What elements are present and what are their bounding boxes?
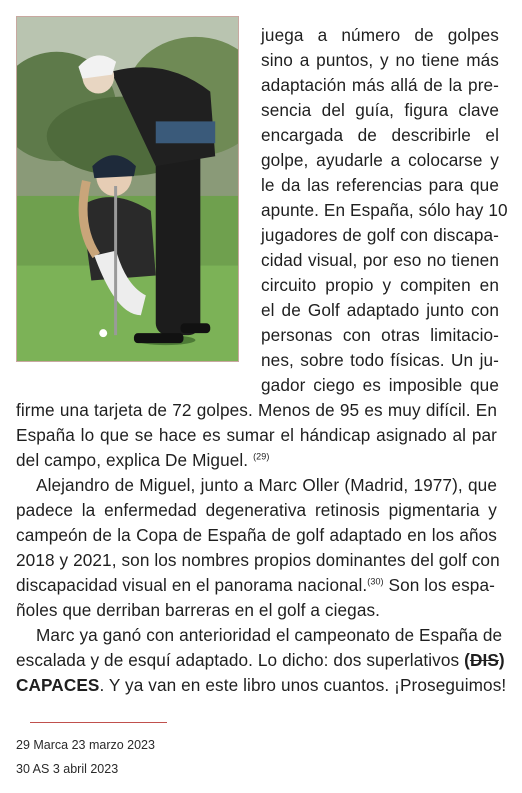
emphasis-dis: (DIS) [464,650,505,670]
footnote-30: 30 AS 3 abril 2023 [16,762,119,776]
body-line: firme una tarjeta de 72 golpes. Menos de 95 es muy difícil. En [16,400,497,420]
body-text: Alejandro de Miguel, junto a [36,475,259,495]
golf-photo-illustration [17,17,238,361]
body-line: le da las referencias para que [261,175,499,195]
body-line: ñoles que derriban barreras en el golf a ciegas. [16,600,381,620]
body-line: el de Golf adaptado junto con [261,300,499,320]
body-text: Son los espa- [383,575,495,595]
body-line: cidad visual, por eso no tienen [261,250,499,270]
emphasis-capaces: CAPACES [16,675,100,695]
body-line: encargada de describirle el [261,125,499,145]
body-line: golpe, ayudarle a colocarse y [261,150,499,170]
body-line [16,673,507,697]
body-line [16,573,497,597]
person-name: Marc Oller [258,475,340,495]
body-line: gador ciego es imposible que [261,375,499,395]
footnote-divider [30,722,167,723]
body-line: 2018 y 2021, son los nombres propios dominantes del golf con [16,550,500,570]
body-line [16,448,497,472]
body-line: campeón de la Copa de España de golf adaptado en los años [16,525,497,545]
body-text: discapacidad visual en el panorama nacional. [16,575,368,595]
body-line: juega a número de golpes [261,25,499,45]
body-line: circuito propio y compiten en [261,275,499,295]
body-line: nes, sobre todo físicas. Un ju- [261,350,499,370]
body-line: jugadores de golf con discapa- [261,225,499,245]
body-line: padece la enfermedad degenerativa retinosis pigmentaria y [16,500,497,520]
body-line: Marc ya ganó con anterioridad el campeonato de España de [36,625,503,645]
body-line: sino a puntos, y no tiene más [261,50,499,70]
body-text: (Madrid, 1977), que [339,475,497,495]
body-line: España lo que se hace es sumar el hándicap asignado al par [16,425,497,445]
footnote-ref-30[interactable]: (30) [367,576,384,587]
body-text: escalada y de esquí adaptado. Lo dicho: dos superlativos [16,650,465,670]
body-text: del campo, explica De Miguel. [16,450,249,470]
body-line [16,648,505,672]
footnote-ref-29[interactable]: (29) [253,451,270,462]
footnote-29: 29 Marca 23 marzo 2023 [16,738,155,752]
body-line: apunte. En España, sólo hay 10 [261,200,508,220]
body-text: . Y ya van en este libro unos cuantos. ¡Proseguimos! [99,675,507,695]
golf-photo [16,16,239,362]
body-line: sencia del guía, figura clave [261,100,499,120]
body-line: adaptación más allá de la pre- [261,75,499,95]
body-line: personas con otras limitacio- [261,325,499,345]
body-line [36,473,497,497]
